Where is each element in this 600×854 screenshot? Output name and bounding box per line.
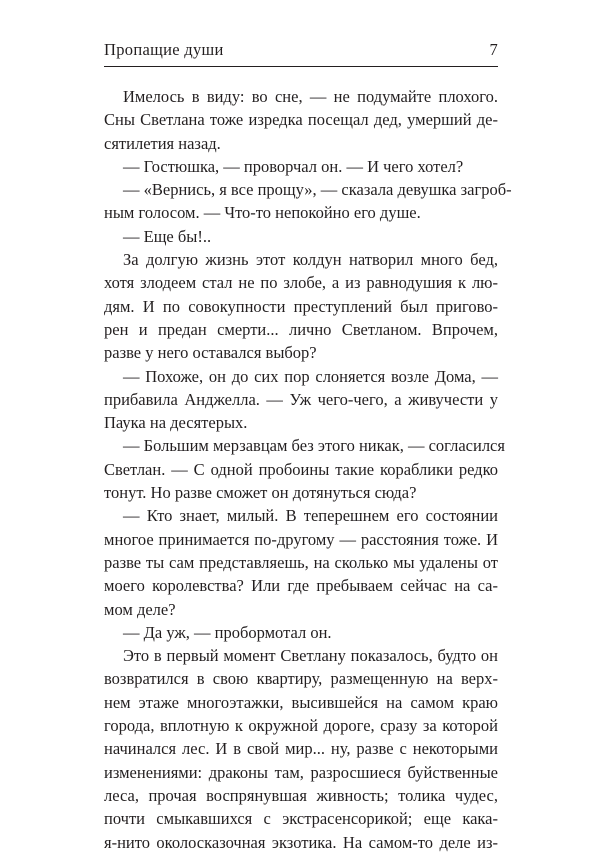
text-line: нем этаже многоэтажки, высившейся на самом краю <box>104 692 498 712</box>
text-line: леса, прочая воспрянувшая живность; толика чудес, <box>104 785 498 805</box>
text-line: — Большим мерзавцам без этого никак, — согласился <box>123 436 505 456</box>
text-line: прибавила Анджелла. — Уж чего-чего, а живучести у <box>104 389 498 409</box>
text-line: разве ты сам представляешь, на сколько мы удалены от <box>104 552 498 572</box>
text-line: города, вплотную к окружной дороге, сразу за которой <box>104 716 498 736</box>
text-line: моего королевства? Или где пребываем сейчас на са- <box>104 576 498 596</box>
page-number: 7 <box>489 40 498 59</box>
text-line: начинался лес. И в свой мир... ну, разве с некоторыми <box>104 739 498 759</box>
text-line: мом деле? <box>104 599 176 619</box>
text-line: ным голосом. — Что-то непокойно его душе. <box>104 203 421 223</box>
text-line: разве у него оставался выбор? <box>104 343 317 363</box>
text-line: возвратился в свою квартиру, размещенную на верх- <box>104 669 498 689</box>
running-title: Пропащие души <box>104 40 224 59</box>
text-line: рен и предан смерти... лично Светланом. Впрочем, <box>104 319 498 339</box>
text-line: — Похоже, он до сих пор слоняется возле Дома, — <box>123 366 498 386</box>
text-line: я-нито околосказочная экзотика. На самом-то деле из- <box>104 832 498 852</box>
text-line: Светлан. — С одной пробоины такие кораблики редко <box>104 459 498 479</box>
header-rule <box>104 66 498 67</box>
text-line: хотя злодеем стал не по злобе, а из равнодушия к лю- <box>104 273 498 293</box>
body-text <box>104 85 512 854</box>
text-line: тонут. Но разве сможет он дотянуться сюда? <box>104 483 417 503</box>
text-line: За долгую жизнь этот колдун натворил много бед, <box>123 250 498 270</box>
text-line: — Еще бы!.. <box>123 226 212 246</box>
text-line: многое принимается по-другому — расстояния тоже. И <box>104 529 498 549</box>
text-line: изменениями: драконы там, разросшиеся буйственные <box>104 762 498 782</box>
text-line: дям. И по совокупности преступлений был пригово- <box>104 296 498 316</box>
running-header <box>104 40 498 60</box>
text-line: — «Вернись, я все прощу», — сказала девушка загроб- <box>123 180 512 200</box>
text-line: — Кто знает, милый. В теперешнем его состоянии <box>123 506 498 526</box>
text-line: — Да уж, — пробормотал он. <box>123 622 332 642</box>
text-line: сятилетия назад. <box>104 133 221 153</box>
text-line: Имелось в виду: во сне, — не подумайте плохого. <box>123 87 498 106</box>
text-line: Паука на десятерых. <box>104 413 248 433</box>
text-line: Это в первый момент Светлану показалось, будто он <box>123 646 498 666</box>
text-line: — Гостюшка, — проворчал он. — И чего хотел? <box>123 156 464 176</box>
text-line: Сны Светлана тоже изредка посещал дед, умерший де- <box>104 110 498 130</box>
text-line: почти смыкавшихся с экстрасенсорикой; еще кака- <box>104 809 498 829</box>
